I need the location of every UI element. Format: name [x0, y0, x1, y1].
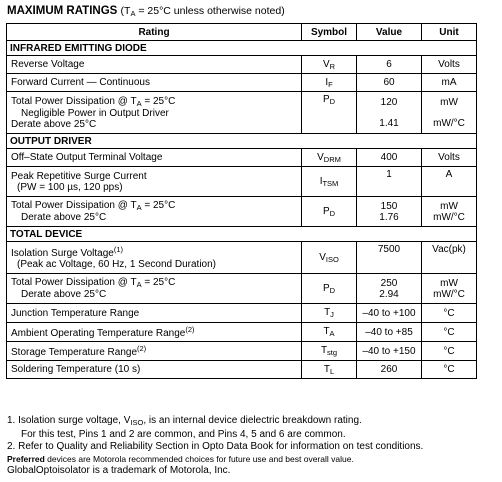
rating-cell: Off–State Output Terminal Voltage — [7, 149, 302, 167]
table-row — [7, 149, 477, 167]
rating-cell: Total Power Dissipation @ $T_A = 25^\circ C$ Derate above 25°C — [7, 274, 302, 304]
symbol-cell: $I_{TSM}$ — [302, 167, 357, 197]
header-symbol: Symbol — [302, 24, 357, 41]
rating-cell: Total Power Dissipation @ $T_A = 25^\circ C$ Negligible Power in Output Driver Derate above 25°C — [7, 92, 302, 134]
header-rating: Rating — [7, 24, 302, 41]
value-cell: –40 to +85 — [357, 323, 422, 342]
table-row — [7, 242, 477, 274]
value-cell: 7500 — [357, 242, 422, 274]
unit-cell: Vac(pk) — [422, 242, 477, 274]
table-row — [7, 304, 477, 323]
unit-cell: mW mW/°C — [422, 197, 477, 227]
table-row — [7, 167, 477, 197]
symbol-cell: $T_A$ — [302, 323, 357, 342]
footnote-2: 2. Refer to Quality and Reliability Section in Opto Data Book for information on test conditions. — [7, 441, 424, 452]
symbol-cell: $I_F$ — [302, 74, 357, 92]
unit-cell: °C — [422, 323, 477, 342]
header-value: Value — [357, 24, 422, 41]
rating-cell: Soldering Temperature (10 s) — [7, 361, 302, 379]
footnote-1-cont: For this test, Pins 1 and 2 are common, and Pins 4, 5 and 6 are common. — [21, 429, 346, 440]
section-row — [7, 227, 477, 242]
preferred-note: Preferred devices are Motorola recommended choices for future use and best overall value. — [7, 454, 354, 464]
symbol-cell: $P_D$ — [302, 274, 357, 304]
unit-cell: °C — [422, 361, 477, 379]
table-row — [7, 56, 477, 74]
header-row — [7, 24, 477, 41]
unit-cell: Volts — [422, 56, 477, 74]
unit-cell: Volts — [422, 149, 477, 167]
value-cell: 1 — [357, 167, 422, 197]
rating-cell: Junction Temperature Range — [7, 304, 302, 323]
rating-cell: Total Power Dissipation @ $T_A = 25^\circ C$ Derate above 25°C — [7, 197, 302, 227]
value-cell: 6 — [357, 56, 422, 74]
section-row — [7, 134, 477, 149]
unit-cell: mA — [422, 74, 477, 92]
table-row — [7, 342, 477, 361]
table-row — [7, 92, 477, 134]
rating-cell: Reverse Voltage — [7, 56, 302, 74]
table-row — [7, 197, 477, 227]
section-row — [7, 41, 477, 56]
rating-cell: Peak Repetitive Surge Current (PW = 100 µs, 120 pps) — [7, 167, 302, 197]
rating-cell: Storage Temperature Range$^{(2)}$ — [7, 342, 302, 361]
value-cell: –40 to +100 — [357, 304, 422, 323]
symbol-cell: $T_L$ — [302, 361, 357, 379]
value-cell: 60 — [357, 74, 422, 92]
unit-cell: °C — [422, 342, 477, 361]
rating-cell: Forward Current — Continuous — [7, 74, 302, 92]
ratings-table — [6, 23, 477, 379]
symbol-cell: $T_{stg}$ — [302, 342, 357, 361]
rating-cell: Isolation Surge Voltage$^{(1)}$ (Peak ac Voltage, 60 Hz, 1 Second Duration) — [7, 242, 302, 274]
table-row — [7, 361, 477, 379]
page-title — [7, 5, 285, 18]
symbol-cell: $V_{DRM}$ — [302, 149, 357, 167]
value-cell: 250 2.94 — [357, 274, 422, 304]
value-cell: –40 to +150 — [357, 342, 422, 361]
title-main: MAXIMUM RATINGS — [7, 5, 118, 17]
symbol-cell: $V_R$ — [302, 56, 357, 74]
symbol-cell: $P_D$ — [302, 197, 357, 227]
footnote-1: 1. Isolation surge voltage, $V_{ISO}$, is an internal device dielectric breakdown rating. — [7, 415, 362, 427]
unit-cell: mW mW/°C — [422, 92, 477, 134]
symbol-cell: $T_J$ — [302, 304, 357, 323]
value-cell: 120 1.41 — [357, 92, 422, 134]
rating-cell: Ambient Operating Temperature Range$^{(2)}$ — [7, 323, 302, 342]
symbol-cell: $V_{ISO}$ — [302, 242, 357, 274]
section-output-driver: OUTPUT DRIVER — [7, 134, 477, 149]
value-cell: 260 — [357, 361, 422, 379]
title-condition: ($T_A = 25^\circ C$ unless otherwise noted) — [120, 5, 285, 18]
symbol-cell: $P_D$ — [302, 92, 357, 134]
unit-cell: mW mW/°C — [422, 274, 477, 304]
unit-cell: °C — [422, 304, 477, 323]
table-row — [7, 74, 477, 92]
trademark-note: GlobalOptoisolator is a trademark of Motorola, Inc. — [7, 465, 231, 476]
value-cell: 400 — [357, 149, 422, 167]
footnotes — [7, 415, 497, 477]
section-total-device: TOTAL DEVICE — [7, 227, 477, 242]
section-infrared: INFRARED EMITTING DIODE — [7, 41, 477, 56]
table-row — [7, 274, 477, 304]
unit-cell: A — [422, 167, 477, 197]
header-unit: Unit — [422, 24, 477, 41]
value-cell: 150 1.76 — [357, 197, 422, 227]
table-row — [7, 323, 477, 342]
